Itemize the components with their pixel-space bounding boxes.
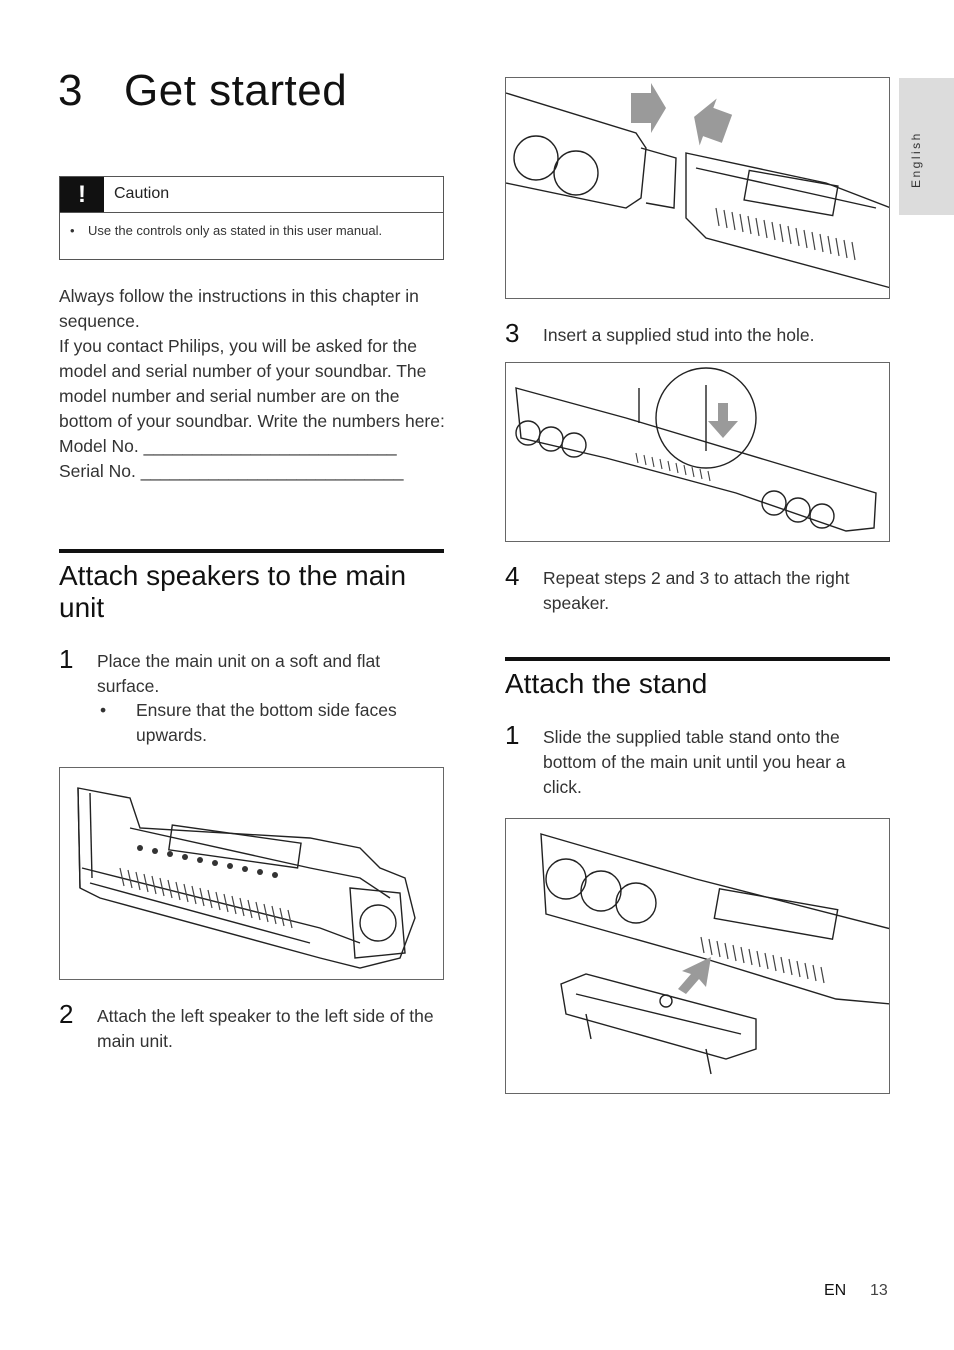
- section-rule: [505, 657, 890, 661]
- page-number: 13: [870, 1282, 888, 1299]
- caution-item: [70, 223, 382, 238]
- chapter-title: [58, 66, 347, 116]
- section-rule: [59, 549, 444, 553]
- caution-box: [59, 176, 444, 260]
- figure-attach-speaker: [505, 77, 890, 299]
- main-unit-illustration: [60, 768, 443, 979]
- arrow-down-icon: [708, 403, 738, 438]
- step-subitem-text: Ensure that the bottom side faces upwards.: [136, 700, 397, 745]
- arrow-left-icon: [686, 93, 736, 152]
- step-text: Place the main unit on a soft and flat surface.: [97, 651, 381, 696]
- step-number: 1: [59, 644, 74, 674]
- caution-divider: [60, 212, 443, 213]
- caution-item-text: Use the controls only as stated in this user manual.: [88, 223, 383, 238]
- step-number: 3: [505, 318, 520, 348]
- language-tab: [899, 78, 954, 215]
- attach-stand-illustration: [506, 819, 889, 1093]
- step-number: 4: [505, 561, 520, 591]
- insert-stud-illustration: [506, 363, 889, 541]
- figure-insert-stud: [505, 362, 890, 542]
- model-number-field: Model No. __________________________: [59, 436, 397, 456]
- step-subitem: [97, 698, 442, 748]
- figure-attach-stand: [505, 818, 890, 1094]
- footer-language: EN: [824, 1282, 847, 1299]
- step-text: Attach the left speaker to the left side of the main unit.: [97, 1006, 434, 1051]
- caution-label: Caution: [114, 185, 170, 202]
- exclamation-icon: !: [60, 177, 104, 212]
- step-number: 2: [59, 999, 74, 1029]
- bullet-icon: •: [70, 223, 75, 238]
- bullet-icon: •: [100, 700, 107, 720]
- arrow-up-icon: [678, 957, 711, 994]
- section-title-stand: Attach the stand: [505, 668, 708, 699]
- chapter-title-text: Get started: [124, 66, 348, 115]
- caution-header: [60, 177, 443, 212]
- step-text: Repeat steps 2 and 3 to attach the right speaker.: [543, 568, 850, 613]
- language-label: English: [909, 131, 923, 188]
- intro-line: Always follow the instructions in this chapter in sequence.: [59, 286, 419, 331]
- step-text: Insert a supplied stud into the hole.: [543, 325, 815, 345]
- intro-text: [59, 284, 449, 484]
- arrow-right-icon: [631, 83, 666, 133]
- attach-speaker-illustration: [506, 78, 889, 298]
- chapter-number: 3: [58, 66, 83, 115]
- serial-number-field: Serial No. ___________________________: [59, 461, 404, 481]
- intro-line: If you contact Philips, you will be asked for the model and serial number of your soundbar. The model number and serial number are on the bottom of your soundbar. Write the numbers here:: [59, 336, 445, 431]
- section-title-speakers: Attach speakers to the main unit: [59, 560, 407, 623]
- figure-main-unit: [59, 767, 444, 980]
- step-text: Slide the supplied table stand onto the bottom of the main unit until you hear a click.: [543, 727, 846, 797]
- step-number: 1: [505, 720, 520, 750]
